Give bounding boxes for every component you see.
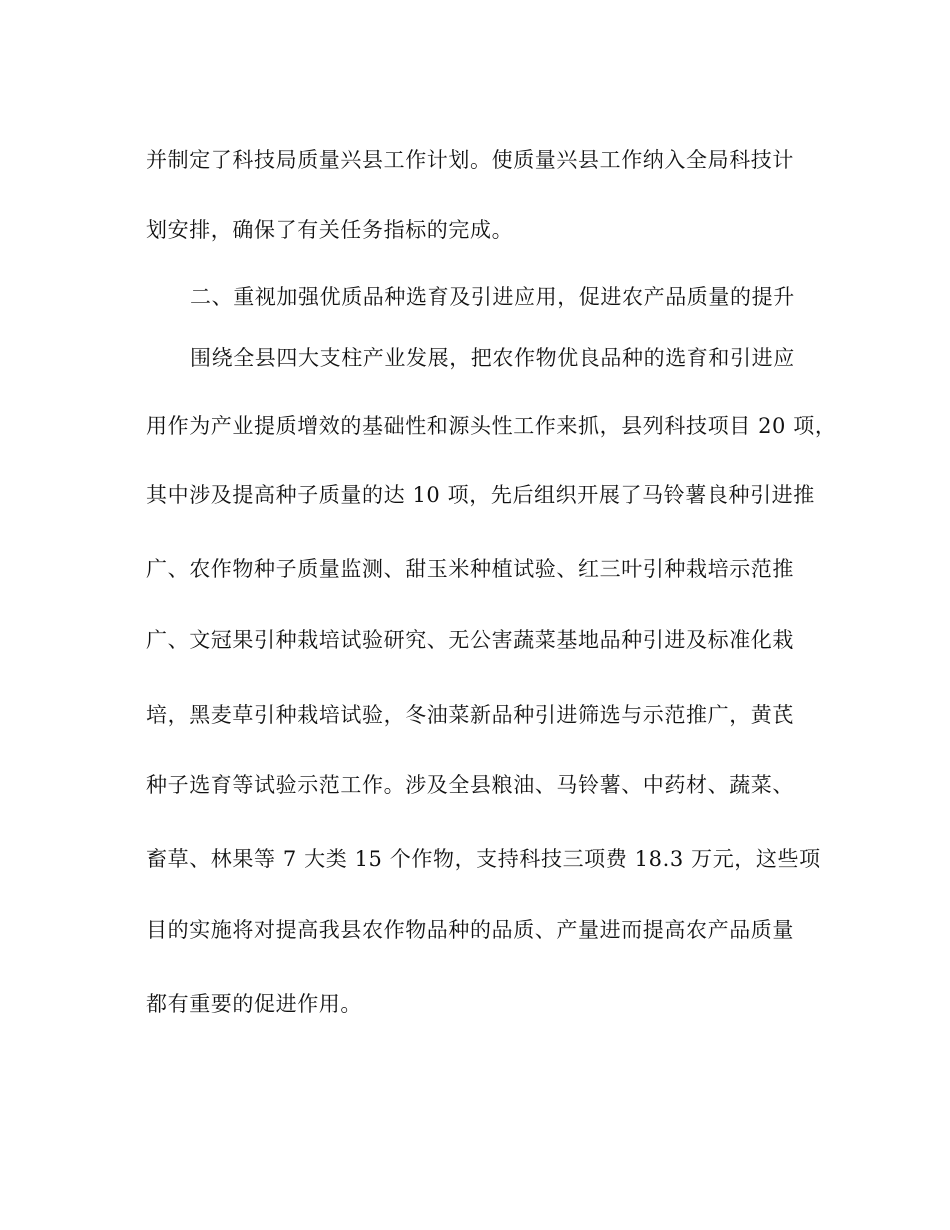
paragraph-line-9: 培，黑麦草引种栽培试验，冬油菜新品种引进筛选与示范推广，黄芪 bbox=[146, 703, 794, 727]
paragraph-line-10: 种子选育等试验示范工作。涉及全县粮油、马铃薯、中药材、蔬菜、 bbox=[146, 773, 794, 797]
paragraph-line-1: 并制定了科技局质量兴县工作计划。使质量兴县工作纳入全局科技计 bbox=[146, 148, 794, 172]
paragraph-line-4: 围绕全县四大支柱产业发展，把农作物优良品种的选育和引进应 bbox=[190, 346, 795, 370]
paragraph-line-11: 畜草、林果等 7 大类 15 个作物，支持科技三项费 18.3 万元，这些项 bbox=[146, 847, 821, 871]
paragraph-line-7: 广、农作物种子质量监测、甜玉米种植试验、红三叶引种栽培示范推 bbox=[146, 557, 794, 581]
paragraph-line-12: 目的实施将对提高我县农作物品种的品质、产量进而提高农产品质量 bbox=[146, 918, 794, 942]
paragraph-line-5: 用作为产业提质增效的基础性和源头性工作来抓，县列科技项目 20 项， bbox=[146, 414, 837, 438]
paragraph-line-2: 划安排，确保了有关任务指标的完成。 bbox=[146, 218, 514, 242]
paragraph-line-8: 广、文冠果引种栽培试验研究、无公害蔬菜基地品种引进及标准化栽 bbox=[146, 628, 794, 652]
paragraph-line-13: 都有重要的促进作用。 bbox=[146, 992, 362, 1016]
section-heading: 二、重视加强优质品种选育及引进应用，促进农产品质量的提升 bbox=[190, 285, 795, 309]
paragraph-line-6: 其中涉及提高种子质量的达 10 项，先后组织开展了马铃薯良种引进推 bbox=[146, 483, 815, 507]
